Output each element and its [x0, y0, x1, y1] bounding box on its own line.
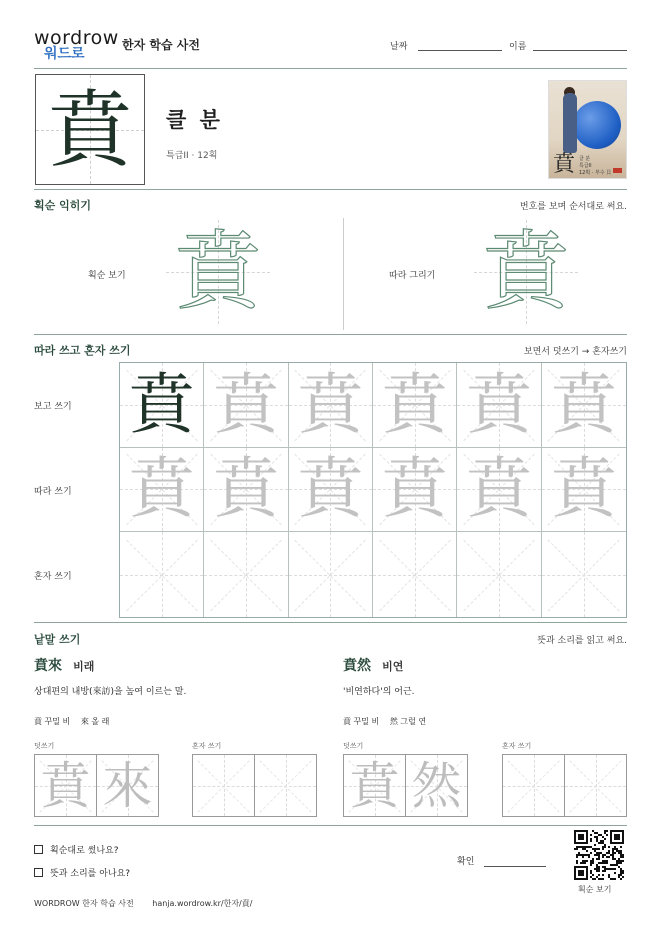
writing-character: 賁	[381, 450, 448, 528]
grid-divider	[34, 622, 627, 623]
row-label-trace: 따라 쓰기	[34, 487, 72, 497]
word-2-alone-label: 혼자 쓰기	[502, 742, 532, 750]
grade-info: 특급II · 12획	[166, 151, 218, 161]
writing-section-note: 보면서 덧쓰기 → 혼자쓰기	[523, 347, 627, 357]
stroke-trace-area[interactable]: 賁	[474, 220, 578, 324]
footer	[34, 898, 252, 909]
writing-cell[interactable]	[373, 363, 457, 448]
qr-code-icon[interactable]	[574, 830, 624, 880]
writing-cell[interactable]	[542, 363, 626, 448]
hero-divider	[34, 189, 627, 190]
main-character-box	[35, 74, 145, 185]
stroke-section-title: 획순 익히기	[34, 199, 91, 212]
writing-cell[interactable]	[289, 448, 373, 533]
word-1-heading	[34, 655, 94, 675]
writing-cell[interactable]	[373, 448, 457, 533]
writing-cell[interactable]	[289, 532, 373, 617]
word-2-parts: 賁 꾸밀 비 然 그럴 연	[343, 717, 427, 726]
footer-brand: WORDROW 한자 학습 사전	[34, 899, 134, 908]
checkbox-icon[interactable]	[34, 868, 43, 877]
name-field[interactable]	[533, 50, 627, 51]
writing-character: 賁	[465, 450, 532, 528]
writing-character: 賁	[381, 365, 448, 443]
stroke-divider	[34, 334, 627, 335]
qr-label: 획순 보기	[578, 885, 612, 894]
writing-character: 賁	[212, 365, 279, 443]
date-label: 날짜	[390, 42, 408, 52]
word-2-alone-box-1[interactable]	[502, 754, 565, 817]
writing-character: 賁	[297, 365, 364, 443]
header-divider	[34, 68, 627, 69]
character-reading: 클 분	[166, 108, 223, 132]
word-2-trace-box-1[interactable]: 賁	[343, 754, 406, 817]
footer-url[interactable]: hanja.wordrow.kr/한자/賁/	[152, 899, 253, 908]
word-1-trace-box-1[interactable]: 賁	[34, 754, 97, 817]
word-1-alone-box-2[interactable]	[254, 754, 317, 817]
writing-cell[interactable]	[204, 448, 288, 533]
writing-cell[interactable]	[542, 532, 626, 617]
writing-cell[interactable]	[204, 532, 288, 617]
writing-grid[interactable]	[119, 362, 627, 618]
stroke-view-label: 획순 보기	[88, 271, 126, 281]
word-1-trace-label: 덧쓰기	[34, 742, 55, 750]
word-2-hanja: 賁然	[343, 658, 371, 674]
word-2-trace-box-2[interactable]: 然	[405, 754, 468, 817]
logo-korean: 워드로	[44, 46, 85, 62]
word-2-meaning: '비연하다'의 어근.	[343, 687, 415, 697]
writing-cell[interactable]	[120, 363, 204, 448]
word-2-alone-box-2[interactable]	[564, 754, 627, 817]
wordrow-logo	[34, 27, 119, 66]
confirm-label: 확인	[457, 857, 475, 867]
words-section-note: 뜻과 소리를 읽고 써요.	[537, 636, 627, 646]
writing-section-title: 따라 쓰고 혼자 쓰기	[34, 344, 131, 357]
word-2-reading: 비연	[382, 660, 404, 673]
date-field[interactable]	[418, 50, 502, 51]
word-1-alone-label: 혼자 쓰기	[192, 742, 222, 750]
stroke-order-diagram: 賁	[166, 220, 270, 324]
writing-cell[interactable]	[120, 532, 204, 617]
checklist-item-stroke-order[interactable]: 획순대로 썼나요?	[34, 843, 119, 856]
stroke-trace-label: 따라 그리기	[389, 271, 436, 281]
checklist-item-meaning[interactable]: 뜻과 소리를 아나요?	[34, 866, 130, 879]
app-title: 한자 학습 사전	[122, 38, 200, 52]
word-1-reading: 비래	[73, 660, 95, 673]
words-divider	[34, 825, 627, 826]
writing-cell[interactable]	[457, 448, 541, 533]
writing-character: 賁	[128, 365, 195, 443]
words-section-title: 낱말 쓰기	[34, 633, 81, 646]
thumbnail-character: 賁	[553, 152, 576, 177]
writing-character: 賁	[550, 365, 617, 443]
thumbnail-caption: 클 분 특급II 12획 · 부수 貝	[579, 156, 612, 176]
blue-ball-image	[573, 101, 621, 149]
checkbox-icon[interactable]	[34, 845, 43, 854]
word-1-parts: 賁 꾸밀 비 來 올 래	[34, 717, 110, 726]
word-1-meaning: 상대편의 내방(來訪)을 높여 이르는 말.	[34, 687, 187, 697]
logo-wordmark: wordrow	[34, 27, 119, 49]
word-1-alone-box-1[interactable]	[192, 754, 255, 817]
row-label-alone: 혼자 쓰기	[34, 572, 72, 582]
main-character: 賁	[47, 80, 132, 179]
writing-cell[interactable]	[457, 532, 541, 617]
writing-cell[interactable]	[289, 363, 373, 448]
writing-cell[interactable]	[204, 363, 288, 448]
word-1-trace-box-2[interactable]: 來	[96, 754, 159, 817]
word-2-heading	[343, 655, 403, 675]
word-1-hanja: 賁來	[34, 658, 62, 674]
writing-character: 賁	[465, 365, 532, 443]
writing-character: 賁	[128, 450, 195, 528]
writing-cell[interactable]	[457, 363, 541, 448]
person-image	[563, 93, 577, 153]
word-2-trace-label: 덧쓰기	[343, 742, 364, 750]
writing-character: 賁	[212, 450, 279, 528]
writing-cell[interactable]	[542, 448, 626, 533]
writing-character: 賁	[297, 450, 364, 528]
stroke-section-note: 번호를 보며 순서대로 써요.	[519, 202, 627, 212]
writing-cell[interactable]	[120, 448, 204, 533]
name-label: 이름	[509, 42, 527, 52]
writing-cell[interactable]	[373, 532, 457, 617]
confirm-field[interactable]	[484, 866, 546, 867]
writing-character: 賁	[550, 450, 617, 528]
row-label-look: 보고 쓰기	[34, 402, 72, 412]
character-thumbnail	[548, 80, 627, 179]
